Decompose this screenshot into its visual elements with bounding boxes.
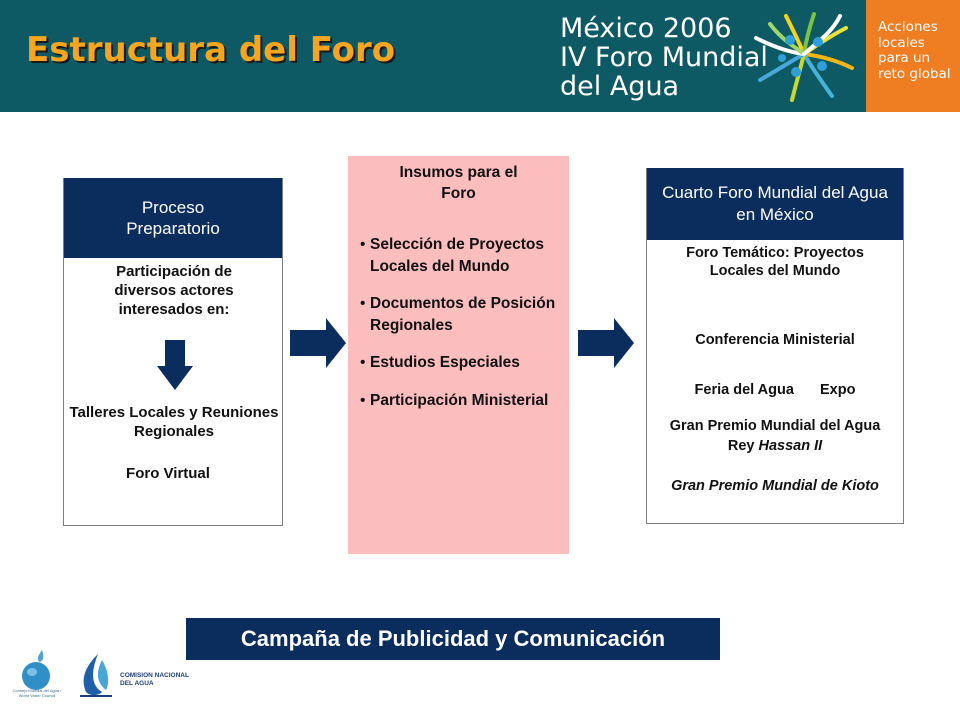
box-heading: Proceso Preparatorio	[64, 178, 282, 258]
event-line: IV Foro Mundial	[560, 42, 768, 73]
forum-logo-icon	[752, 10, 856, 102]
right-arrow-icon	[290, 318, 346, 368]
conagua-name	[120, 672, 189, 688]
slogan-line: Acciones	[878, 19, 938, 35]
fourth-world-water-forum-box	[646, 168, 904, 524]
list-item: • Selección de Proyectos Locales del Mundo	[362, 234, 562, 277]
list-item: • Estudios Especiales	[362, 352, 562, 374]
preparatory-process-box	[63, 178, 283, 526]
expo-text: Expo	[820, 382, 856, 398]
down-arrow-icon	[157, 340, 193, 390]
conagua-line: DEL AGUA	[120, 680, 154, 687]
ministerial-conference-text: Conferencia Ministerial	[695, 332, 855, 348]
council-caption: Consejo Mundial del Agua / World Water Council	[12, 688, 62, 698]
event-line: México 2006	[560, 13, 732, 44]
prize-label: Gran Premio Mundial del Agua Rey	[669, 418, 881, 454]
forum-inputs-box	[348, 156, 569, 554]
kyoto-prize-text: Gran Premio Mundial de Kioto	[671, 478, 879, 494]
conagua-logo-icon	[76, 652, 116, 698]
slogan-line: reto global	[878, 65, 951, 82]
list-item: • Documentos de Posición Regionales	[362, 293, 562, 336]
list-item: • Participación Ministerial	[362, 390, 562, 412]
inputs-list	[362, 234, 562, 427]
conagua-line: COMISION NACIONAL	[120, 672, 189, 679]
event-line: del Agua	[560, 71, 680, 102]
page-title: Estructura del Foro	[26, 30, 396, 70]
prize-name: Hassan II	[758, 438, 823, 454]
event-name	[560, 14, 768, 101]
participation-text: Participación de diversos actores interesados en:	[114, 263, 234, 318]
right-arrow-icon	[578, 318, 634, 368]
header-band	[0, 0, 960, 112]
box-heading: Cuarto Foro Mundial del Agua en México	[647, 168, 903, 240]
campaign-banner: Campaña de Publicidad y Comunicación	[186, 618, 720, 660]
slogan-line: locales	[878, 34, 925, 51]
box-heading: Insumos para el Foro	[399, 164, 518, 202]
water-fair-text: Feria del Agua	[694, 382, 794, 398]
hassan-prize-text	[647, 416, 903, 456]
virtual-forum-text: Foro Virtual	[126, 465, 210, 482]
thematic-forum-text: Foro Temático: Proyectos Locales del Mundo	[686, 245, 864, 279]
workshops-text: Talleres Locales y Reuniones Regionales	[69, 404, 279, 440]
slogan-line: para un	[878, 50, 931, 66]
fair-expo-row	[647, 380, 903, 400]
slogan-panel	[866, 0, 960, 112]
